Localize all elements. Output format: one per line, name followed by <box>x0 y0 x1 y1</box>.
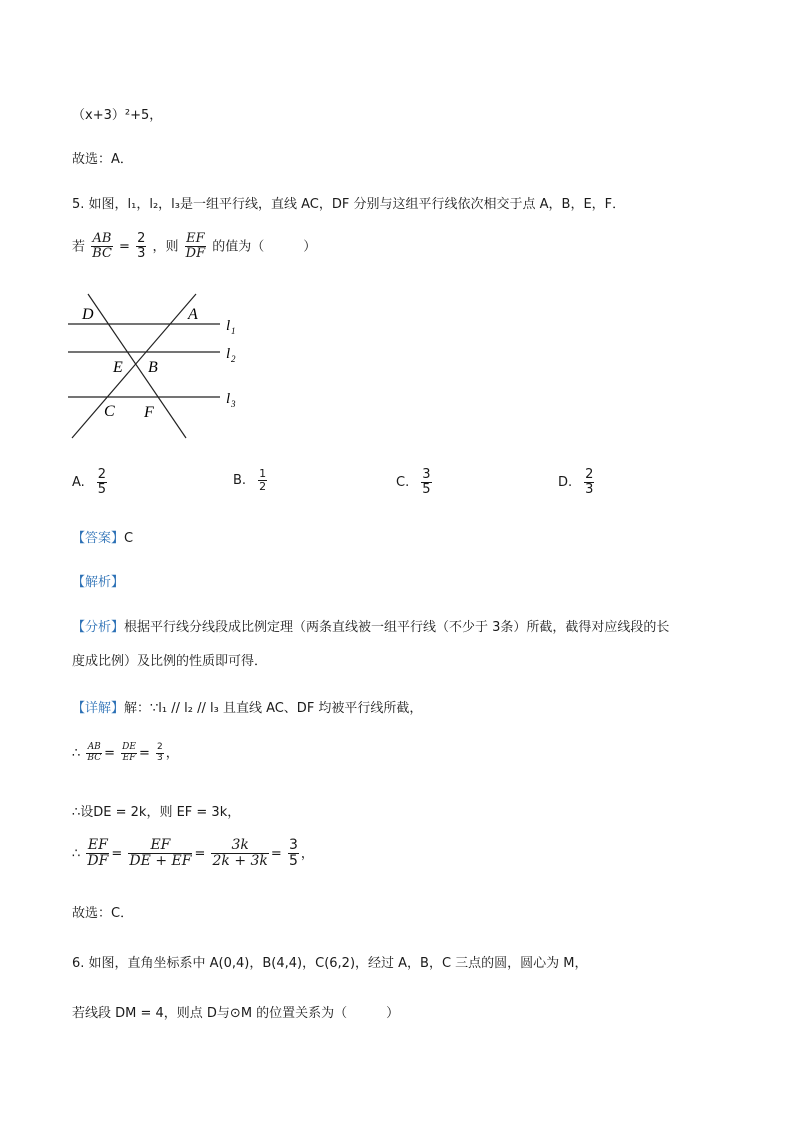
label-l1-sub: 1 <box>231 326 236 336</box>
fenxi-text-1: 根据平行线分线段成比例定理（两条直线被一组平行线（不少于 3条）所截，截得对应线段的长 <box>124 620 670 635</box>
label-l2: l <box>226 346 231 362</box>
frac-num: 3k <box>211 838 268 854</box>
option-fraction <box>258 468 267 493</box>
parallel-lines-figure <box>68 288 268 440</box>
therefore-sign: ∴ <box>72 846 81 862</box>
equals-sign: = <box>111 846 123 862</box>
option-letter: A. <box>72 475 85 491</box>
frac-den: 3 <box>137 246 146 262</box>
frac-den: DE + EF <box>129 853 192 870</box>
label-c: C <box>104 403 115 420</box>
step-set-k: ∴设DE = 2k，则 EF = 3k， <box>72 805 241 820</box>
fraction-2-3 <box>156 743 164 764</box>
answer-line <box>72 527 133 546</box>
step-compute <box>72 838 314 870</box>
option-letter: C. <box>396 475 410 491</box>
fraction-ef-de-ef <box>128 838 192 870</box>
choose-c-text: 故选：C． <box>72 906 134 921</box>
frac-num: EF <box>87 837 108 853</box>
q6-stem-2: 若线段 DM = 4，则点 D与⊙M 的位置关系为（ ） <box>72 1006 400 1021</box>
fraction-3-5 <box>288 838 299 870</box>
frac-num: 2 <box>137 231 146 246</box>
frac-num: 3 <box>288 837 298 853</box>
detail-line <box>72 697 422 716</box>
frac-den: 3 <box>156 753 163 763</box>
analysis-tag: 【解析】 <box>72 575 125 590</box>
detail-tag: 【详解】 <box>72 701 125 716</box>
label-a: A <box>188 306 198 323</box>
prev-answer-expression: （x+3）²+5， <box>72 108 163 123</box>
option-d[interactable] <box>558 468 596 498</box>
frac-den: DF <box>87 853 109 870</box>
equals-sign: = <box>104 746 115 761</box>
frac-num: 2 <box>97 467 107 482</box>
detail-text: 解：∵l₁ // l₂ // l₃ 且直线 AC、DF 均被平行线所截， <box>124 701 423 716</box>
fraction-3k <box>211 838 268 870</box>
equals-sign: = <box>194 846 206 862</box>
option-c[interactable] <box>396 468 434 498</box>
then-text: ，则 <box>152 239 179 255</box>
frac-num: 3 <box>422 467 431 482</box>
comma: ， <box>300 846 314 862</box>
frac-den: 5 <box>422 482 431 498</box>
answer-tag: 【答案】 <box>72 531 125 546</box>
label-e: E <box>113 359 123 376</box>
frac-den: BC <box>87 753 102 763</box>
frac-den: 3 <box>585 482 594 498</box>
equals-sign: = <box>138 746 150 761</box>
q5-condition <box>72 232 316 262</box>
option-fraction <box>584 468 594 498</box>
frac-num: EF <box>128 838 192 854</box>
question-tail: 的值为（ ） <box>212 239 317 255</box>
frac-den: 5 <box>288 853 298 870</box>
frac-num: 2 <box>585 467 594 482</box>
comma: ， <box>165 746 179 761</box>
fraction-ef-df <box>185 232 206 262</box>
frac-num: 1 <box>259 467 267 480</box>
option-fraction <box>421 468 431 498</box>
frac-den: DF <box>185 246 206 262</box>
q5-stem: 5. 如图，l₁，l₂，l₃是一组平行线，直线 AC，DF 分别与这组平行线依次相交于点 A，B，E，F． <box>72 197 626 212</box>
frac-den: 5 <box>97 482 107 498</box>
frac-num: EF <box>186 231 205 246</box>
label-l3: l <box>226 391 231 407</box>
label-l2-sub: 2 <box>231 354 236 364</box>
prev-choose-text: 故选：A． <box>72 152 133 167</box>
fraction-2-3 <box>136 232 146 262</box>
frac-den: 2k + 3k <box>212 853 268 870</box>
if-text: 若 <box>72 239 86 255</box>
fraction-ef-df <box>86 838 109 870</box>
fraction-de-ef <box>121 743 137 764</box>
equals-sign: = <box>119 239 130 255</box>
label-l3-sub: 3 <box>231 399 236 409</box>
label-b: B <box>148 359 158 376</box>
option-fraction <box>97 468 107 498</box>
option-b[interactable] <box>233 468 269 493</box>
label-d: D <box>82 306 94 323</box>
fraction-ab-bc <box>91 232 113 262</box>
fenxi-line-1 <box>72 616 669 635</box>
label-f: F <box>144 404 154 421</box>
answer-value: C <box>124 531 134 546</box>
frac-den: EF <box>122 753 136 763</box>
label-l1: l <box>226 318 231 334</box>
analysis-heading <box>72 571 124 590</box>
option-letter: B. <box>233 473 247 489</box>
frac-num: DE <box>122 742 136 753</box>
frac-num: AB <box>92 231 112 246</box>
q6-stem: 6. 如图，直角坐标系中 A(0,4)，B(4,4)，C(6,2)，经过 A，B，C 三点的圆，圆心为 M， <box>72 956 588 971</box>
step-ratio <box>72 742 179 764</box>
line-df <box>88 294 186 438</box>
fenxi-line-2: 度成比例）及比例的性质即可得． <box>72 654 268 669</box>
therefore-sign: ∴ <box>72 746 81 761</box>
frac-num: 2 <box>156 742 163 753</box>
option-a[interactable] <box>72 468 109 498</box>
fenxi-tag: 【分析】 <box>72 620 125 635</box>
equals-sign: = <box>270 846 282 862</box>
frac-den: 2 <box>259 480 267 494</box>
option-letter: D. <box>558 475 573 491</box>
frac-den: BC <box>92 246 112 262</box>
fraction-ab-bc <box>86 743 102 764</box>
frac-num: AB <box>87 742 101 753</box>
